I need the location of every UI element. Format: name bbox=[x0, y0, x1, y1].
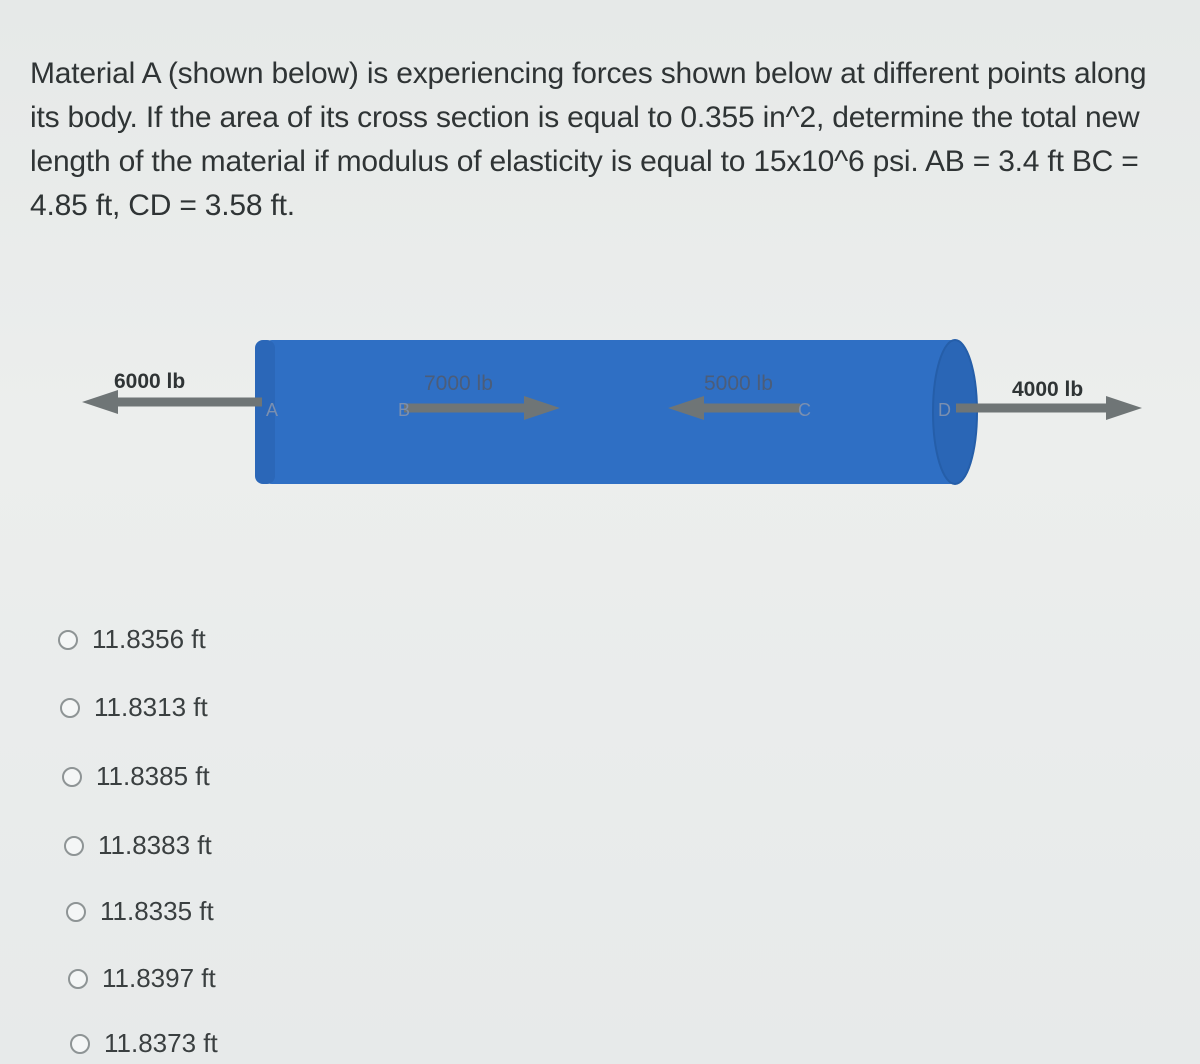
material-cylinder bbox=[255, 340, 977, 484]
option-label: 11.8356 ft bbox=[92, 624, 206, 654]
radio-circle-icon[interactable] bbox=[58, 630, 78, 650]
cylinder-body bbox=[262, 340, 960, 484]
answer-option[interactable] bbox=[70, 1028, 218, 1059]
answer-option[interactable] bbox=[66, 896, 214, 927]
answer-option[interactable] bbox=[64, 830, 212, 861]
radio-circle-icon[interactable] bbox=[62, 767, 82, 787]
radio-circle-icon[interactable] bbox=[66, 902, 86, 922]
radio-circle-icon[interactable] bbox=[68, 969, 88, 989]
option-label: 11.8383 ft bbox=[98, 830, 212, 860]
answer-option[interactable] bbox=[62, 761, 210, 792]
radio-circle-icon[interactable] bbox=[70, 1034, 90, 1054]
force-diagram bbox=[0, 320, 1200, 510]
force-label-7000: 7000 lb bbox=[424, 372, 493, 395]
point-label-d: D bbox=[938, 400, 951, 420]
answer-option[interactable] bbox=[68, 963, 216, 994]
radio-circle-icon[interactable] bbox=[64, 836, 84, 856]
option-label: 11.8373 ft bbox=[104, 1028, 218, 1058]
force-arrow-6000 bbox=[82, 370, 278, 420]
question-text: Material A (shown below) is experiencing forces shown below at different points along its body. If the area of its cross section is equal to 0.355 in^2, determine the total new length of the material if modulus of elasticity is equal to 15x10^6 psi. AB = 3.4 ft BC = 4.85 ft, CD = 3.58 ft. bbox=[30, 57, 1147, 222]
option-label: 11.8385 ft bbox=[96, 761, 210, 791]
option-label: 11.8313 ft bbox=[94, 692, 208, 722]
force-label-5000: 5000 lb bbox=[704, 372, 773, 395]
answer-option[interactable] bbox=[58, 624, 206, 655]
force-label-4000: 4000 lb bbox=[1012, 378, 1084, 401]
point-label-c: C bbox=[798, 400, 811, 420]
force-label-6000: 6000 lb bbox=[114, 370, 186, 393]
point-label-a: A bbox=[266, 400, 279, 420]
radio-circle-icon[interactable] bbox=[60, 698, 80, 718]
option-label: 11.8335 ft bbox=[100, 896, 214, 926]
option-label: 11.8397 ft bbox=[102, 963, 216, 993]
answer-option[interactable] bbox=[60, 692, 208, 723]
point-label-b: B bbox=[398, 400, 411, 420]
answer-options bbox=[0, 600, 1200, 1064]
